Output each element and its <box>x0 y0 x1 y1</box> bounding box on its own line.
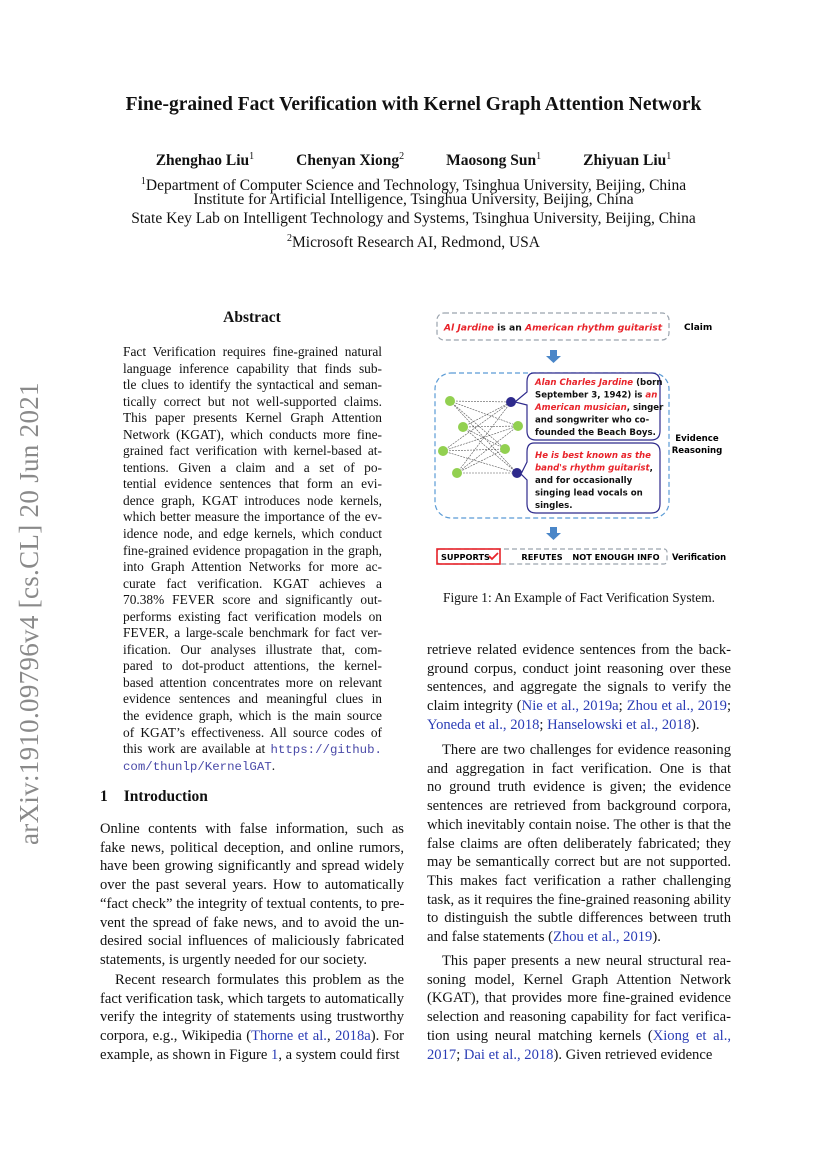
reasoning-label-2: Reasoning <box>671 446 723 456</box>
graph-edge <box>450 401 517 473</box>
text-span: the evidence graph, which is the main source <box>123 708 382 724</box>
text-span: tentions. Given a claim and a set of po- <box>123 459 382 475</box>
text-span: language inference capability that finds sub- <box>123 360 382 376</box>
text-span: soning model, Kernel Graph Attention Network <box>427 971 731 988</box>
text-span: have been growing significantly and spread widely <box>100 858 404 875</box>
text-span: statements, is urgently needed for our society. <box>100 952 368 969</box>
graph-node <box>458 422 468 432</box>
section-number: 1 <box>100 788 108 805</box>
graph-node <box>500 444 510 454</box>
author-name: Chenyan Xiong <box>296 152 400 170</box>
text-span: to distinguish the subtle differences between truth <box>427 910 731 927</box>
text-span: task, as it requires the fine-grained reasoning ability <box>427 891 731 908</box>
text-span: ). <box>652 929 661 946</box>
text-span: sentences, and aggregate the signals to verify the <box>427 679 731 696</box>
text-span: corpora, e.g., Wikipedia ( <box>100 1028 252 1045</box>
text-span: desired social influences of maliciously fabricated <box>100 933 404 950</box>
paper-title: Fine-grained Fact Verification with Kernel Graph Attention Network <box>125 94 702 115</box>
affiliation-text: Department of Computer Science and Technology, Tsinghua University, Beijing, China <box>145 177 687 195</box>
graph-node <box>452 468 462 478</box>
evidence-sentence-1-line: September 3, 1942) is an <box>535 390 658 401</box>
text-span: idence node, and edge kernels, which conduct <box>123 526 382 542</box>
text-span: ; <box>726 698 731 715</box>
graph-edge <box>463 427 505 449</box>
citation-link[interactable]: Zhou et al., 2019 <box>553 929 653 946</box>
source-code-url-link[interactable]: com/thunlp/KernelGAT <box>123 759 272 774</box>
down-arrow-icon <box>546 350 561 363</box>
text-span: ). For <box>370 1028 404 1045</box>
text-span: of KGAT’s effectiveness. All source codes of <box>123 724 382 740</box>
text-span: verify the integrity of statements using trustworthy <box>100 1009 404 1026</box>
evidence-sentence-1-line: founded the Beach Boys. <box>535 428 656 438</box>
text-span: curate fact verification. KGAT achieves a <box>123 575 382 591</box>
text-span: FEVER, a large-scale benchmark for fact ver- <box>123 625 382 641</box>
affiliation-mark: 1 <box>140 176 146 187</box>
text-span: fact verification task, which targets to automatically <box>100 990 404 1007</box>
evidence-sentence-2-line: and for occasionally <box>535 476 633 486</box>
figure-caption: Figure 1: An Example of Fact Verification System. <box>443 590 715 605</box>
text-span: example, as shown in Figure <box>100 1046 272 1063</box>
text-span: evidence sentences and meaningful clues in <box>123 691 382 707</box>
text-span: This paper presents Kernel Graph Attention <box>123 410 382 426</box>
text-span: This paper presents a new neural structural rea- <box>442 953 731 969</box>
text-span: Network (KGAT), which conducts more fine- <box>123 426 382 442</box>
evidence-sentence-2-line: band's rhythm guitarist, <box>535 463 653 474</box>
author-name: Zhenghao Liu <box>155 152 250 170</box>
citation-link[interactable]: Xiong et al., <box>652 1027 731 1044</box>
evidence-sentence-1-line: Alan Charles Jardine (born <box>535 378 663 388</box>
text-span: into Graph Attention Networks for more ac- <box>123 559 382 575</box>
citation-link[interactable]: Yoneda et al., 2018 <box>427 716 540 733</box>
affiliation-text: State Key Lab on Intelligent Technology and Systems, Tsinghua University, Beijing, China <box>131 210 696 227</box>
text-span: tential evidence sentences that form an evi- <box>123 476 382 492</box>
text-span: ; <box>618 698 627 715</box>
author-affiliation-mark: 1 <box>666 151 672 162</box>
verification-label: Verification <box>672 552 727 562</box>
source-code-url-link[interactable]: https://github. <box>270 743 382 758</box>
down-arrow-icon <box>546 527 561 540</box>
graph-edge <box>463 402 511 427</box>
text-span: and false statements ( <box>427 929 554 946</box>
text-span: which inevitably contain noise. The other is that the <box>427 816 731 833</box>
text-span: ; <box>539 716 548 733</box>
citation-link[interactable]: Nie et al., 2019a <box>521 698 619 715</box>
author-affiliation-mark: 1 <box>536 151 542 162</box>
evidence-sentence-2-line: He is best known as the <box>535 451 652 461</box>
text-span: ). <box>691 716 700 733</box>
text-span: performs existing fact verification models on <box>123 608 382 624</box>
verdict-refutes: REFUTES <box>521 552 563 562</box>
evidence-sentence-1-line: American musician, singer <box>535 403 664 413</box>
text-span: Fact Verification requires fine-grained natural <box>123 344 382 359</box>
text-span: no ground truth evidence is given; the evidence <box>427 779 731 796</box>
author-name: Maosong Sun <box>446 152 537 170</box>
citation-link[interactable]: Dai et al., 2018 <box>463 1046 554 1063</box>
reasoning-label-1: Evidence <box>675 434 719 444</box>
graph-edge <box>457 449 505 473</box>
verdict-supports: SUPPORTS <box>441 552 490 562</box>
affiliation-text: Institute for Artificial Intelligence, Tsinghua University, Beijing, China <box>193 191 634 208</box>
text-span: claim integrity ( <box>427 698 522 715</box>
text-span: ground corpus, conduct joint reasoning over these <box>427 660 731 677</box>
text-span: which better measure the importance of the ev- <box>123 509 382 525</box>
text-span: and aggregation in fact verification. One is that <box>427 760 731 777</box>
text-span: dence graph, KGAT introduces node kernels, <box>123 492 382 508</box>
author-affiliation-mark: 1 <box>249 151 255 162</box>
evidence-graph <box>438 396 523 478</box>
text-span: There are two challenges for evidence reasoning <box>442 742 731 758</box>
text-span: fine-grained evidence propagation in the graph, <box>123 542 382 558</box>
text-span: false claims are often deliberately fabricated; they <box>427 835 731 852</box>
text-span: vent the spread of fake news, and to avoid the un- <box>100 914 404 931</box>
text-span: (KGAT), that provides more fine-grained evidence <box>427 990 731 1007</box>
affiliation-text: Microsoft Research AI, Redmond, USA <box>292 234 540 252</box>
graph-node <box>513 421 523 431</box>
text-span: over the past several years. How to automatically <box>100 877 404 894</box>
citation-link[interactable]: 2018a <box>335 1028 371 1045</box>
text-span: tion using neural matching kernels ( <box>427 1027 653 1044</box>
citation-link[interactable]: 2017 <box>427 1046 457 1063</box>
text-span: . <box>271 757 276 773</box>
text-span: ; <box>456 1046 464 1063</box>
text-span: This makes fact verification a rather challenging <box>427 873 731 890</box>
evidence-node <box>512 468 522 478</box>
citation-link[interactable]: Hanselowski et al., 2018 <box>547 716 692 733</box>
text-span: sentences are retrieved from background corpora, <box>427 798 731 815</box>
text-span: may be semantically correct but are not supported. <box>427 854 731 871</box>
checkmark-icon <box>489 553 498 559</box>
text-span: ). Given retrieved evidence <box>553 1046 713 1063</box>
text-span: tically correct but not well-supported claims. <box>123 393 382 409</box>
citation-link[interactable]: Zhou et al., 2019 <box>626 698 727 715</box>
abstract-heading: Abstract <box>223 309 281 326</box>
evidence-sentence-2-line: singing lead vocals on <box>535 488 643 499</box>
text-span: grained fact verification with kernel-based at- <box>123 443 382 459</box>
graph-node <box>438 446 448 456</box>
evidence-sentence-2-line: singles. <box>535 501 573 511</box>
text-span: “fact check” the integrity of textual contents, to pre- <box>100 895 405 912</box>
citation-link[interactable]: 1 <box>271 1046 279 1063</box>
text-span: tle clues to identify the syntactical and seman- <box>123 377 382 393</box>
graph-node <box>445 396 455 406</box>
text-span: 70.38% FEVER score and significantly out- <box>123 592 382 608</box>
claim-label: Claim <box>684 323 713 333</box>
graph-edge <box>450 401 505 449</box>
text-span: , a system could first <box>278 1046 400 1063</box>
text-span: fake news, political deception, and online rumors, <box>100 839 404 856</box>
text-span: , <box>326 1028 336 1045</box>
text-span: selection and reasoning capability for fact verifica- <box>427 1009 731 1026</box>
citation-link[interactable]: Thorne et al. <box>251 1028 327 1045</box>
text-span: ification. Our analyses illustrate that, com- <box>123 641 382 657</box>
graph-edge <box>450 401 511 402</box>
author-name: Zhiyuan Liu <box>583 152 667 170</box>
section-title: Introduction <box>123 788 208 805</box>
text-span: pared to dot-product attentions, the kernel- <box>123 658 382 674</box>
graph-edge <box>463 426 518 427</box>
evidence-sentence-1-line: and songwriter who co- <box>535 415 650 426</box>
text-span: based attention concentrates more on relevant <box>123 674 382 690</box>
text-span: Recent research formulates this problem as the <box>115 972 404 988</box>
author-affiliation-mark: 2 <box>399 151 405 162</box>
affiliation-mark: 2 <box>287 233 293 244</box>
text-span: Online contents with false information, such as <box>100 821 404 837</box>
arxiv-side-stamp: arXiv:1910.09796v4 [cs.CL] 20 Jun 2021 <box>14 382 44 845</box>
claim-text: Al Jardine is an American rhythm guitarist <box>443 322 663 334</box>
text-span: retrieve related evidence sentences from the back- <box>427 642 731 658</box>
verdict-not-enough-info: NOT ENOUGH INFO <box>572 552 660 562</box>
text-span: this work are available at <box>123 741 271 757</box>
